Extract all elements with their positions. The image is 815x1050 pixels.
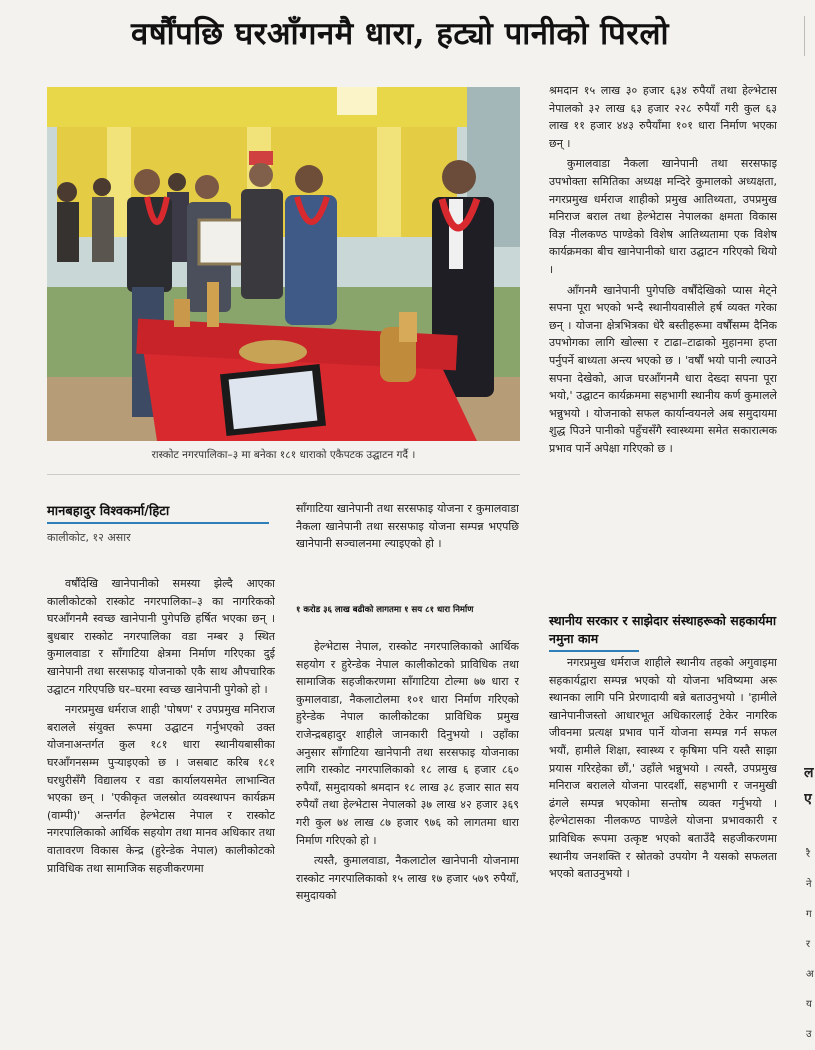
article-column-3 (549, 82, 777, 594)
paragraph: साँगाटिया खानेपानी तथा सरसफाइ योजना र कुमालवाडा नैकला खानेपानी तथा सरसफाइ योजना सम्पन्न भएपछि खानेपानी सञ्चालनमा ल्याइएको हो । (296, 502, 519, 551)
subheading-cost: १ करोड ३६ लाख बढीको लागतमा १ सय ८१ धारा निर्माण (296, 605, 474, 615)
cropped-edge-heading: ल ए (804, 765, 814, 807)
article-column-3-bottom (549, 654, 777, 1004)
right-column-rule (804, 16, 805, 56)
article-column-2 (296, 638, 519, 998)
article-column-1 (47, 575, 275, 1005)
byline: मानबहादुर विश्वकर्मा/हिटा (47, 504, 170, 519)
paragraph: श्रमदान १५ लाख ३० हजार ६३४ रुपैयाँ तथा हेल्भेटास नेपालको ३२ लाख ६३ हजार २२८ रुपैयाँ गरी कुल ६३ लाख ११ हजार ४४३ रुपैयाँमा १०१ धारा निर्माण भएका छन् । (549, 84, 777, 150)
subheading-underline (549, 650, 639, 652)
news-photo (47, 87, 520, 441)
byline-underline (47, 522, 269, 524)
paragraph: वर्षौंदेखि खानेपानीको समस्या झेल्दै आएका कालीकोटको रास्कोट नगरपालिका–३ का नागरिकको घरआँगनमै स्वच्छ खानेपानी पुगेपछि हर्षित भएका छन् । बुधबार रास्कोट नगरपालिका वडा नम्बर ३ स्थित कुमालवाडा र साँगाटिया क्षेत्रमा निर्माण गरिएका दुई खानेपानी तथा सरसफाइ योजनाको एकै साथ औपचारिक उद्घाटन गरिएपछि घर–घरमा स्वच्छ खानेपानी पुगेको हो । (47, 577, 275, 696)
article-column-2-top (296, 500, 519, 584)
paragraph: नगरप्रमुख धर्मराज शाही 'पोषण' र उपप्रमुख मनिराज बरालले संयुक्त रूपमा उद्घाटन गर्नुभएको उक्त योजनाअन्तर्गत कुल १८१ धारा स्थानीयबासीका घरआँगनसम्म पुऱ्याइएको छ । जसबाट करिब १८१ घरधुरीसँगै विद्यालय र वडा कार्यालयसमेत लाभान्वित भएका छन् । 'एकीकृत जलस्रोत व्यवस्थापन कार्यक्रम (वाम्पी)' अन्तर्गत हेल्भेटास नेपाल र रास्कोट नगरपालिकाको आर्थिक सहयोग तथा मानव अधिकार तथा वातावरण विकास केन्द्र (हुरेन्डेक नेपाल) कालीकोटको प्राविधिक तथा सामाजिक सहजीकरणमा (47, 703, 275, 875)
inauguration-photo-illustration (47, 87, 520, 441)
paragraph: कुमालवाडा नैकला खानेपानी तथा सरसफाइ उपभोक्ता समितिका अध्यक्ष मन्दिरे कुमालको अध्यक्षता, नगरप्रमुख धर्मराज शाहीको प्रमुख आतिथ्यता, उपप्रमुख मनिराज बराल तथा हेल्भेटास नेपालका क्षमता विकास विज्ञ नीलकण्ठ पाण्डेको विशेष आतिथ्यतामा एक विशेष कार्यक्रमका बीच खानेपानीको धारा उद्घाटन गरिएको थियो । (549, 157, 777, 276)
paragraph: नगरप्रमुख धर्मराज शाहीले स्थानीय तहको अगुवाइमा सहकार्यद्वारा सम्पन्न भएको यो योजना भविष्यमा अरू स्थानका लागि पनि प्रेरणादायी बन्ने बताउनुभयो । 'हामीले खानेपानीजस्तो आधारभूत अधिकारलाई टेकेर नागरिक जीवनमा प्रत्यक्ष प्रभाव पार्ने योजना सम्पन्न गर्न सफल भयौं, हामीले शिक्षा, स्वास्थ्य र कृषिमा पनि यस्तै साझा प्रयास गरिरहेका छौं,' उहाँले भन्नुभयो । त्यस्तै, उपप्रमुख मनिराज बरालले योजना पारदर्शी, सहभागी र जनमुखी ढंगले सम्पन्न भएकोमा सन्तोष व्यक्त गर्नुभयो । हेल्भेटासका नीलकण्ठ पाण्डेले योजना प्रभावकारी र प्राविधिक रूपमा उत्कृष्ट भएको बताउँदै सहजीकरणमा स्थानीय जनशक्ति र स्रोतको उपयोग नै यसको सफलता भएको बताउनुभयो । (549, 656, 777, 881)
dateline: कालीकोट, १२ असार (47, 531, 131, 544)
cropped-edge-text: रै ने ग र अ य उ (806, 849, 814, 1040)
photo-caption: रास्कोट नगरपालिका–३ मा बनेका १८१ धाराको एकैपटक उद्घाटन गर्दै । (151, 449, 416, 461)
headline: वर्षौंपछि घरआँगनमै धारा, हट्यो पानीको पिरलो (130, 16, 669, 52)
subheading-collaboration: स्थानीय सरकार र साझेदार संस्थाहरूको सहकार्यमा नमुना काम (549, 613, 777, 646)
paragraph: त्यस्तै, कुमालवाडा, नैकलाटोल खानेपानी योजनामा रास्कोट नगरपालिकाको १५ लाख १७ हजार ५७९ रुपैयाँ, समुदायको (296, 854, 519, 903)
paragraph: हेल्भेटास नेपाल, रास्कोट नगरपालिकाको आर्थिक सहयोग र हुरेन्डेक नेपाल कालीकोटको प्राविधिक तथा सामाजिक सहजीकरणमा साँगाटिया टोल्मा ७७ धारा र कुमालवाडा, नैकलाटोलमा १०१ धारा निर्माण गरिएको हुरेन्डेक नेपाल कालीकोटका प्राविधिक प्रमुख राजेन्द्रबहादुर शाहीले जानकारी दिनुभयो । उहाँका अनुसार साँगाटिया खानेपानी तथा सरसफाइ योजनाका लागि रास्कोट नगरपालिकाको १८ लाख ६ हजार ८६० रुपैयाँ, समुदायको श्रमदान १८ लाख ३८ हजार सात सय रुपैयाँ तथा हेल्भेटास नेपालको ३७ लाख ४२ हजार ३६९ गरी कुल ७४ लाख ८७ हजार ९७६ को लागतमा धारा निर्माण गरिएको हो । (296, 640, 519, 847)
paragraph: आँगनमै खानेपानी पुगेपछि वर्षौंदेखिको प्यास मेट्ने सपना पूरा भएको भन्दै स्थानीयवासीले हर्ष व्यक्त गरेका छन् । योजना क्षेत्रभित्रका धेरै बस्तीहरूमा वर्षौंसम्म दैनिक उपभोगका लागि खोल्सा र टाढा–टाढाको मुहानमा हप्ता पर्नुपर्ने बाध्यता अन्त्य भएको छ । 'वर्षौं भयो पानी ल्याउने सपना देखेको, आज घरआँगनमै धारा देख्दा सपना पूरा भयो,' उद्घाटन कार्यक्रममा सहभागी स्थानीय कर्ण कुमालले भन्नुभयो । योजनाको सफल कार्यान्वयनले अब समुदायमा शुद्ध पिउने पानीको पहुँचसँगै स्वास्थ्यमा समेत सकारात्मक प्रभाव पार्ने अपेक्षा गरिएको छ । (549, 283, 777, 455)
caption-separator (47, 474, 520, 475)
